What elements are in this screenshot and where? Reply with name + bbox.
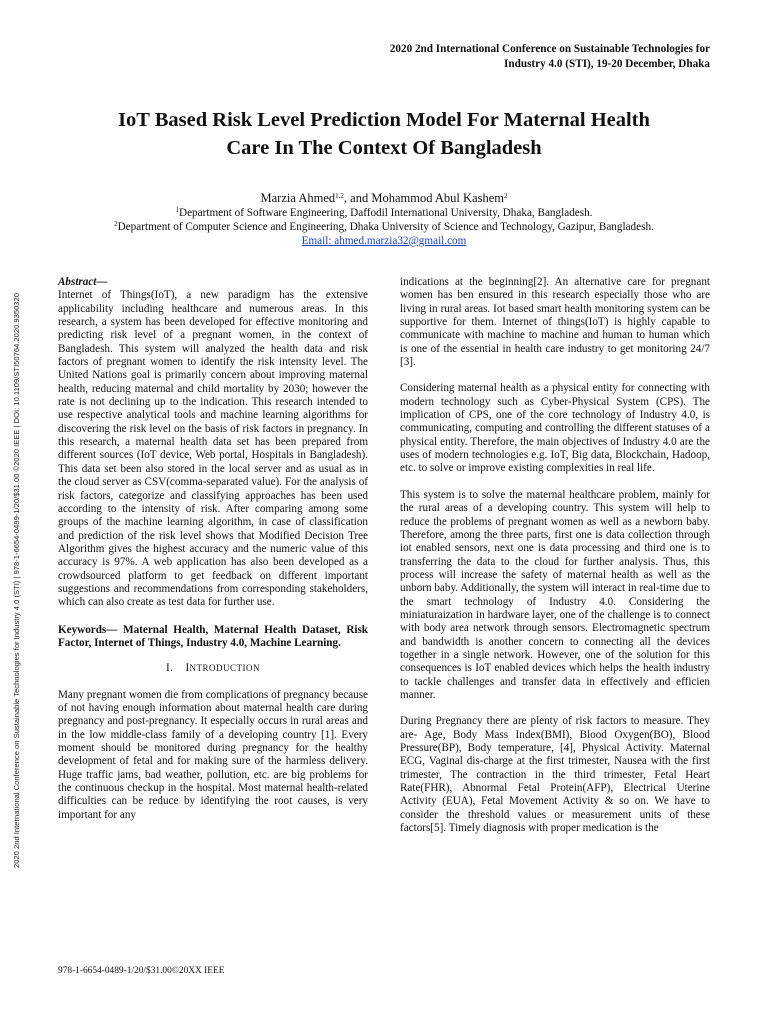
copyright-footer: 978-1-6654-0489-1/20/$31.00©20XX IEEE [58,966,225,976]
abstract-text: Internet of Things(IoT), a new paradigm has the extensive applicability including healthcare and numerous areas. In this research, a system has been developed for effective monitoring and predicting risk level of a pregnant women, in the context of Bangladesh. This system will analyzed the health data and risk factors of pregnant women to identify the risk intensity level. The United Nations goal is primarily concern about improving maternal health, reducing maternal and child mortality by 2030; however the rate is not declining up to the indication. This research intended to use respective analytical tools and machine learning algorithms for discovering the risk level on the basis of risk factors in pregnancy. In this research, a maternal health data set has been prepared from different sources (IoT device, Web portal, Hospitals in Bangladesh). This data set been also stored in the local server and as usual as in the cloud server as CSV(comma-separated value). For the analysis of risk factors, categorize and classifying approaches has been used according to the intensity of risk. After comparing among some groups of the machine learning algorithm, in case of classification and prediction of the risk level shows that Modified Decision Tree Algorithm gives the highest accuracy and the numeric value of this accuracy is 97%. A web application has also been developed as a crowdsourced platform to get feedback on different important suggestions and recommendations from corresponding stakeholders, which can also create as test data for further use. [58,289,368,609]
conference-header [290,42,710,72]
right-column [400,276,710,835]
paper-title [40,106,728,162]
body-paragraph-3: This system is to solve the maternal healthcare problem, mainly for the rural areas of a developing country. This system will help to reduce the problems of pregnant women as well as a newborn baby. Therefore, among the three parts, first one is data collection through iot enabled sensors, next one is data processing and third one is to transferring the data to the cloud for further analysis. Thus, this process will increase the safety of maternal health as well as the unborn baby. Additionally, the system will interact in real-time due to the smart technology of Industry 4.0. Considering the miniaturaization in hardware layer, one of the challenge is to connect with body area network through sensors. Electromagnetic spectrum and bandwidth is another concern to connecting all the devices together in a single network. However, one of the solution for this consequences is IoT enabled devices which helps the health industry to tackle challenges and transfer data in effectively and efficien manner. [400,488,710,701]
affiliation-2 [40,220,728,234]
affiliation-2-text: Department of Computer Science and Engineering, Dhaka University of Science and Technology, Gazipur, Bangladesh. [117,221,654,233]
section-title-initial: I [185,662,190,675]
affiliation-2-mark: 2 [114,220,118,228]
section-title-rest: NTRODUCTION [189,663,261,674]
author-2-affiliation-mark: 2 [503,192,508,200]
conference-header-line2: Industry 4.0 (STI), 19-20 December, Dhaka [504,58,710,70]
left-column [58,276,368,822]
author-list [40,190,728,206]
affiliation-1 [40,206,728,220]
section-number: I. [165,662,174,675]
abstract [58,276,368,610]
side-doi-note: 2020 2nd International Conference on Sustainable Technologies for Industry 4.0 (STI) | 978-1-6654-0489-1/20/$31.00 ©2020 IEEE | DOI: 10.1109/STI50764.2020.9350320 [12,293,21,868]
abstract-label: Abstract— [58,276,108,288]
section-heading-introduction [58,662,368,675]
author-connector: , and Mohammod Abul Kashem [343,191,504,205]
body-paragraph-4: During Pregnancy there are plenty of risk factors to measure. They are- Age, Body Mass Index(BMI), Blood Oxygen(BO), Blood Pressure(BP), Body temperature, [4], Physical Activity. Maternal ECG, Vaginal dis-charge at the first trimester, Nausea with the first trimester, The contraction in the third trimester, Fetal Heart Rate(FHR), Abnormal Fetal Protein(AFP), Electrical Uterine Activity (EUA), Fetal Movement Activity & so on. We have to consider the threshold values or measurement units of these factors[5]. Timely diagnosis with proper medication is the [400,715,710,835]
paper-title-line2: Care In The Context Of Bangladesh [226,137,542,159]
conference-header-line1: 2020 2nd International Conference on Sustainable Technologies for [389,43,710,55]
affiliation-1-text: Department of Software Engineering, Daffodil International University, Dhaka, Bangladesh. [179,207,593,219]
author-1: Marzia Ahmed [260,191,336,205]
author-1-affiliation-mark: 1,2 [335,192,344,200]
affiliations [40,206,728,248]
body-paragraph-2: Considering maternal health as a physical entity for connecting with modern technology such as Cyber-Physical System (CPS). The implication of CPS, one of the core technology of Industry 4.0, is communicating, computing and controlling the different statuses of a physical entity. Therefore, the main objectives of Industry 4.0 are the uses of modern technologies e.g. IoT, Big data, Blockchain, Hadoop, etc. to solve or improve existing complexities in real life. [400,382,710,475]
keywords: Keywords— Maternal Health, Maternal Health Dataset, Risk Factor, Internet of Things, Industry 4.0, Machine Learning. [58,623,368,649]
body-paragraph-1: indications at the beginning[2]. An alternative care for pregnant women has ben ensured in this research especially those who are living in rural areas. Iot based smart health monitoring system can be supportive for them. Internet of things(IoT) is highly capable to communicate with machine to machine and human to human which is one of the essential in health care industry to get monitoring 24/7 [3]. [400,276,710,369]
intro-paragraph-1: Many pregnant women die from complications of pregnancy because of not having enough information about maternal health care during pregnancy and post-pregnancy. It especially occurs in rural areas and in the low middle-class family of a developing country [1]. Every moment should be monitored during pregnancy for the healthy development of fetal and for making sure of the harmless delivery. Huge traffic jams, bad weather, pollution, etc. are big problems for the continuous checkup in the hospital. Most maternal health-related difficulties can be reduce by identifying the root causes, is very important for any [58,688,368,821]
paper-title-line1: IoT Based Risk Level Prediction Model For Maternal Health [118,109,650,131]
affiliation-1-mark: 1 [175,206,179,214]
author-email-link[interactable]: Email: ahmed.marzia32@gmail.com [301,235,467,247]
